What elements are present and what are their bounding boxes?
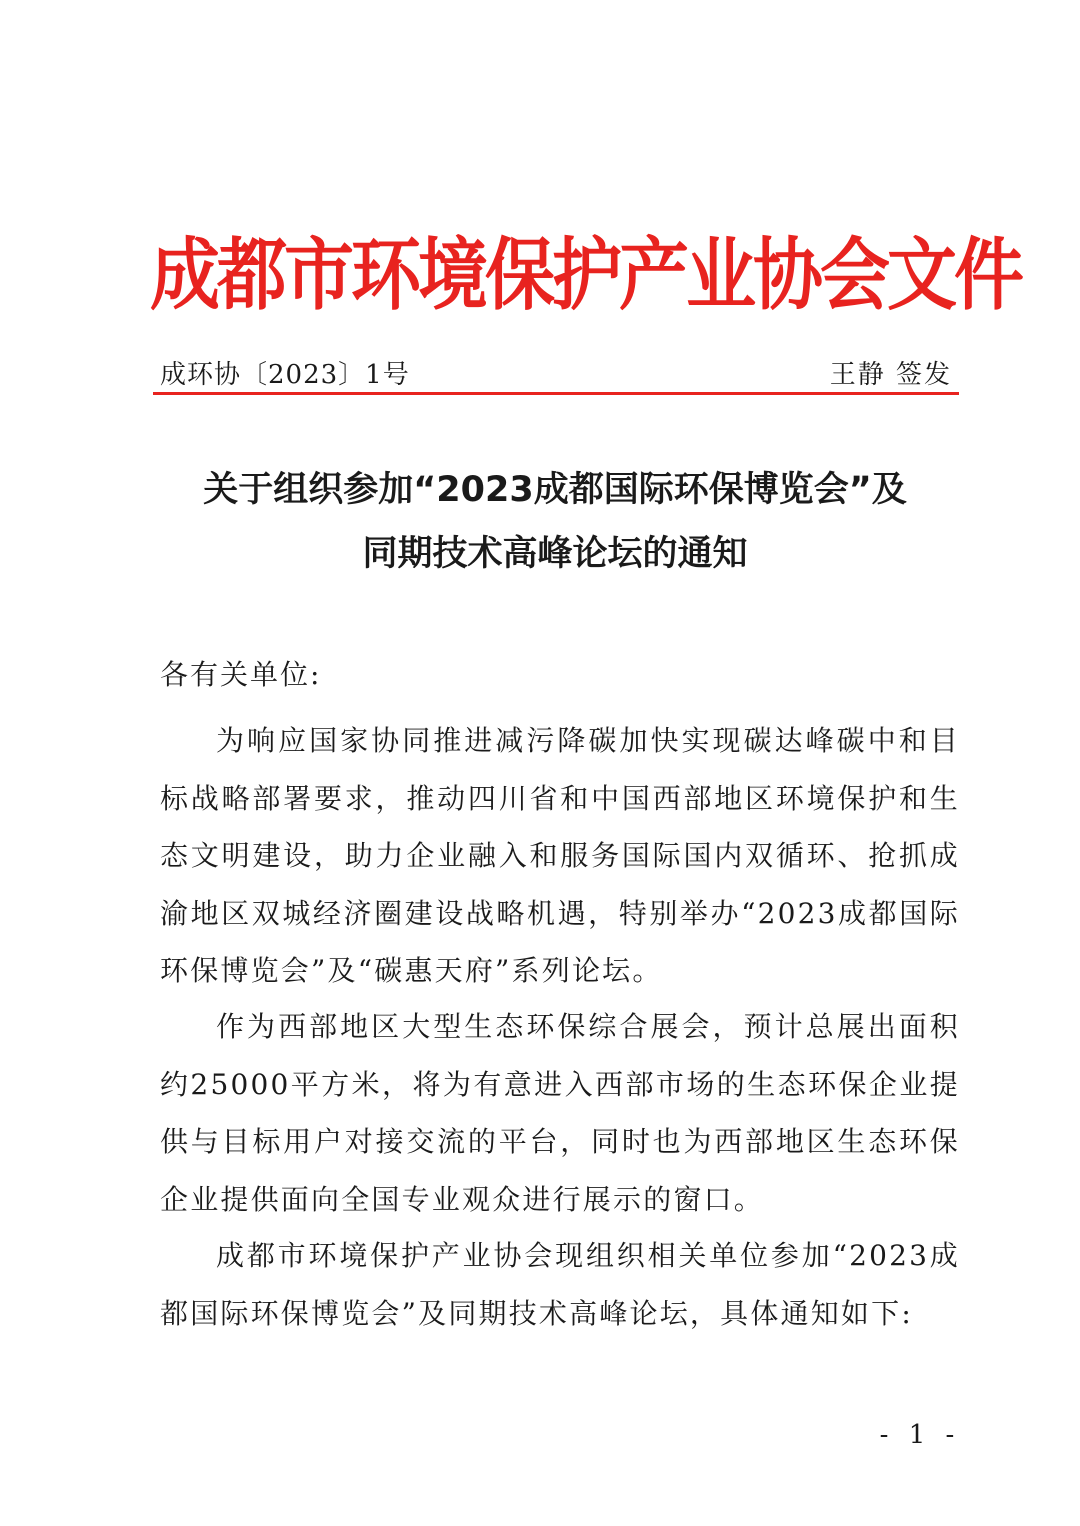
- notice-title-line-1: 关于组织参加“2023成都国际环保博览会”及: [203, 470, 907, 510]
- page-number: - 1 -: [879, 1420, 961, 1450]
- salutation: 各有关单位:: [160, 658, 322, 691]
- notice-title: [130, 458, 980, 586]
- body-paragraph-2: 作为西部地区大型生态环保综合展会，预计总展出面积约25000平方米，将为有意进入西部市场的生态环保企业提供与目标用户对接交流的平台，同时也为西部地区生态环保企业提供面向全国专业观众进行展示的窗口。: [160, 1010, 960, 1216]
- document-signer: 王静 签发: [829, 360, 952, 390]
- document-info-line: [160, 355, 960, 395]
- red-divider-line: [153, 392, 959, 395]
- body-paragraph-3: 成都市环境保护产业协会现组织相关单位参加“2023成都国际环保博览会”及同期技术高峰论坛，具体通知如下:: [160, 1239, 960, 1330]
- masthead-title: 成都市环境保护产业协会文件: [150, 229, 1021, 321]
- document-number: 成环协〔2023〕1号: [160, 360, 410, 390]
- notice-title-line-2: 同期技术高峰论坛的通知: [362, 534, 748, 574]
- body-paragraph-1: 为响应国家协同推进减污降碳加快实现碳达峰碳中和目标战略部署要求，推动四川省和中国西部地区环境保护和生态文明建设，助力企业融入和服务国际国内双循环、抢抓成渝地区双城经济圈建设战略机遇，特别举办“2023成都国际环保博览会”及“碳惠天府”系列论坛。: [160, 724, 960, 987]
